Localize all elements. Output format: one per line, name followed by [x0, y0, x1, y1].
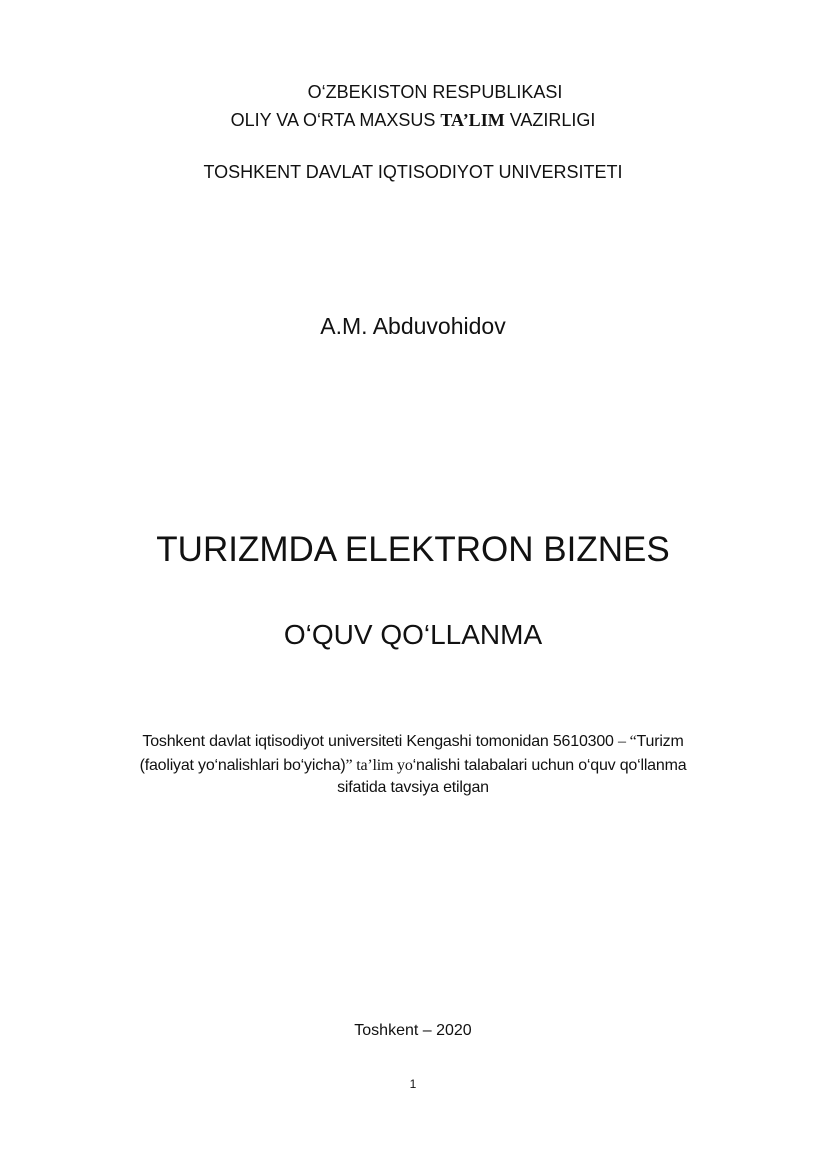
- recommendation-line-1-part-1: Toshkent davlat iqtisodiyot universiteti Kengashi tomonidan 5610300: [142, 733, 618, 750]
- ministry-line-1: O‘ZBEKISTON RESPUBLIKASI: [307, 82, 563, 102]
- page-number: 1: [409, 1077, 417, 1091]
- ministry-line-2-talim: TA’LIM: [440, 110, 505, 130]
- ministry-line-2: [0, 110, 826, 131]
- recommendation-line-2-part-1: (faoliyat yo‘nalishlari bo‘yicha): [139, 757, 346, 774]
- recommendation-line-2: [0, 757, 826, 775]
- recommendation-line-2-part-2: ‘nalishi talabalari uchun o‘quv qo‘llanma: [412, 757, 687, 774]
- book-title: TURIZMDA ELEKTRON BIZNES: [156, 530, 670, 569]
- author-name: A.M. Abduvohidov: [320, 313, 506, 339]
- recommendation-line-1-part-2: Turizm: [636, 733, 684, 750]
- city-year: Toshkent – 2020: [354, 1022, 472, 1039]
- book-type: O‘QUV QO‘LLANMA: [283, 619, 543, 650]
- recommendation-line-3: sifatida tavsiya etilgan: [337, 779, 489, 796]
- recommendation-line-1: [0, 733, 826, 751]
- ministry-line-2-part-1: OLIY VA O‘RTA MAXSUS: [230, 110, 441, 130]
- university-name: TOSHKENT DAVLAT IQTISODIYOT UNIVERSITETI: [203, 162, 623, 182]
- ministry-line-2-part-2: VAZIRLIGI: [504, 110, 596, 130]
- recommendation-line-2-talim: ” ta’lim yo: [345, 757, 413, 774]
- recommendation-line-1-dash: – “: [618, 733, 637, 750]
